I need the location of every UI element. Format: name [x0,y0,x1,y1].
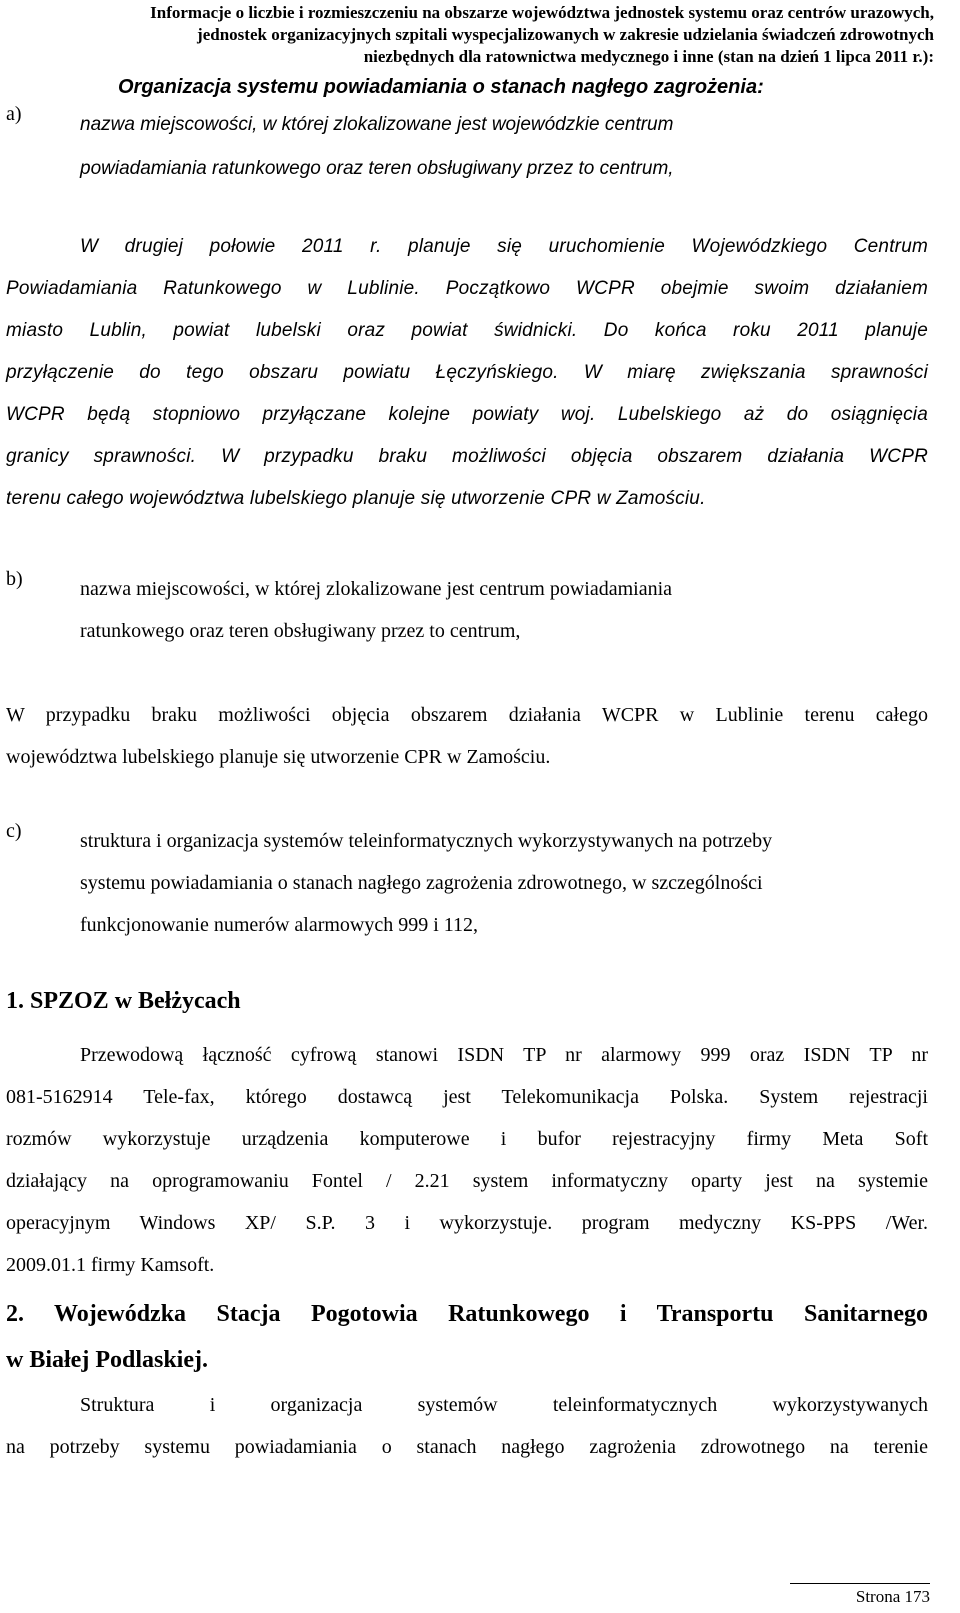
block-1-line: 2009.01.1 firmy Kamsoft. [6,1254,215,1276]
header-line-2: jednostek organizacyjnych szpitali wyspecjalizowanych w zakresie udzielania świadczeń zdrowotnych [197,25,934,44]
block-2-heading-line-1: 2. Wojewódzka Stacja Pogotowia Ratunkowego i Transportu Sanitarnego [6,1301,928,1327]
block-2-line: Struktura i organizacja systemów teleinformatycznych wykorzystywanych [80,1394,928,1416]
footer-rule [790,1583,930,1584]
item-c-label: c) [6,820,22,842]
para-a-line: granicy sprawności. W przypadku braku możliwości objęcia obszarem działania WCPR [6,446,928,467]
para-b-line: W przypadku braku możliwości objęcia obszarem działania WCPR w Lublinie terenu całego [6,704,928,726]
para-b-line: województwa lubelskiego planuje się utworzenie CPR w Zamościu. [6,746,551,768]
item-c-line-3: funkcjonowanie numerów alarmowych 999 i 112, [80,914,479,936]
block-1-heading: 1. SPZOZ w Bełżycach [6,988,241,1014]
block-2-line: na potrzeby systemu powiadamiania o stanach nagłego zagrożenia zdrowotnego na terenie [6,1436,928,1458]
item-a-label: a) [6,103,22,125]
para-a-line: miasto Lublin, powiat lubelski oraz powiat świdnicki. Do końca roku 2011 planuje [6,320,928,341]
item-a-line-2: powiadamiania ratunkowego oraz teren obsługiwany przez to centrum, [80,158,674,179]
block-1-line: 081-5162914 Tele-fax, którego dostawcą jest Telekomunikacja Polska. System rejestracji [6,1086,928,1108]
block-1-body [6,1034,928,1286]
item-b-line-1: nazwa miejscowości, w której zlokalizowane jest centrum powiadamiania [80,578,673,600]
block-2-heading-line-2: w Białej Podlaskiej. [6,1347,208,1373]
para-a-line: przyłączenie do tego obszaru powiatu Łęczyńskiego. W miarę zwiększania sprawności [6,362,928,383]
block-2-body [6,1384,928,1468]
block-1-line: rozmów wykorzystuje urządzenia komputerowe i bufor rejestracyjny firmy Meta Soft [6,1128,928,1150]
item-a-text [80,103,674,191]
item-c-text [80,820,772,946]
item-b-label: b) [6,568,23,590]
item-b-text [80,568,672,652]
para-a-line: WCPR będą stopniowo przyłączane kolejne powiaty woj. Lubelskiego aż do osiągnięcia [6,404,928,425]
para-a-line: Powiadamiania Ratunkowego w Lublinie. Początkowo WCPR obejmie swoim działaniem [6,278,928,299]
item-a-line-1: nazwa miejscowości, w której zlokalizowane jest wojewódzkie centrum [80,114,674,135]
item-b-line-2: ratunkowego oraz teren obsługiwany przez to centrum, [80,620,521,642]
item-c-line-1: struktura i organizacja systemów teleinformatycznych wykorzystywanych na potrzeby [80,830,773,852]
header-line-3: niezbędnych dla ratownictwa medycznego i inne (stan na dzień 1 lipca 2011 r.): [363,47,934,66]
running-header [34,2,934,68]
item-c-line-2: systemu powiadamiania o stanach nagłego zagrożenia zdrowotnego, w szczególności [80,872,763,894]
paragraph-a [6,226,928,520]
para-a-line: W drugiej połowie 2011 r. planuje się uruchomienie Wojewódzkiego Centrum [80,236,928,257]
page-number: Strona 173 [855,1587,930,1606]
block-1-line: operacyjnym Windows XP/ S.P. 3 i wykorzystuje. program medyczny KS-PPS /Wer. [6,1212,928,1234]
block-1-line: Przewodową łączność cyfrową stanowi ISDN TP nr alarmowy 999 oraz ISDN TP nr [80,1044,928,1066]
block-1-line: działający na oprogramowaniu Fontel / 2.21 system informatyczny oparty jest na systemie [6,1170,928,1192]
paragraph-b [6,694,928,778]
para-a-line: terenu całego województwa lubelskiego planuje się utworzenie CPR w Zamościu. [6,488,706,509]
header-line-1: Informacje o liczbie i rozmieszczeniu na obszarze województwa jednostek systemu oraz centrów urazowych, [150,3,934,22]
section-title: Organizacja systemu powiadamiania o stanach nagłego zagrożenia: [118,76,764,98]
block-2-heading [6,1291,928,1383]
